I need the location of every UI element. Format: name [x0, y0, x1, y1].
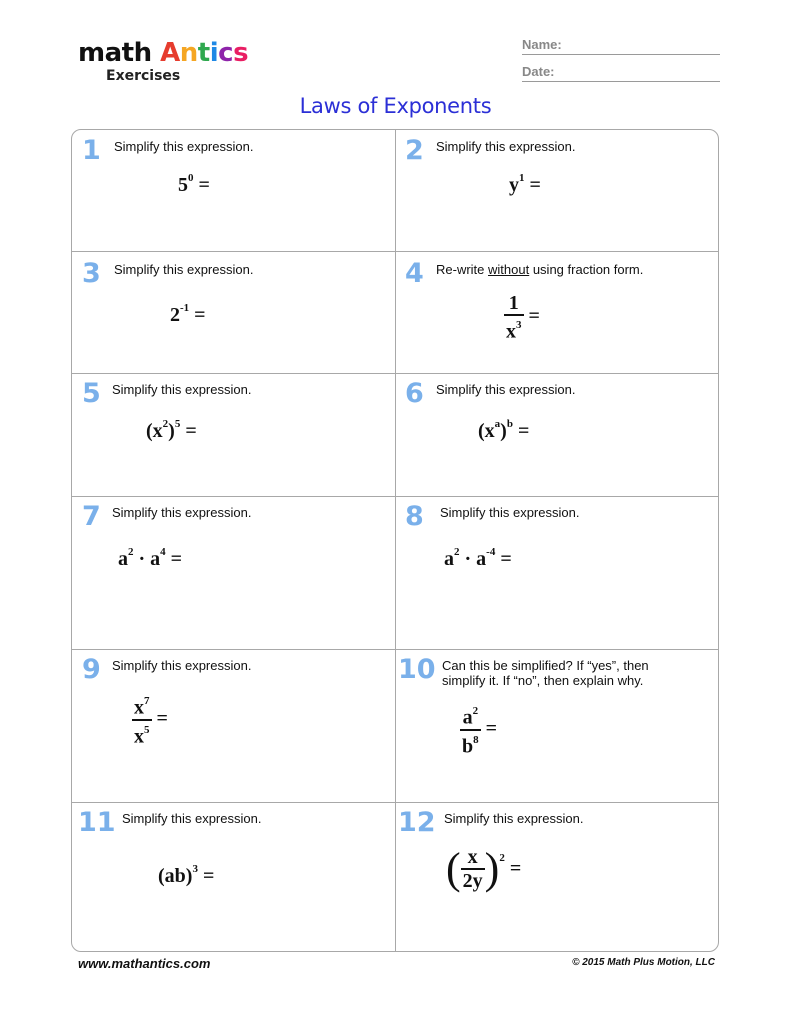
- problem-instruction: Simplify this expression.: [114, 139, 254, 154]
- expr-base: x: [152, 420, 163, 442]
- problem-expression: [444, 548, 512, 571]
- logo-letter: n: [179, 38, 198, 68]
- logo-letter: c: [218, 38, 234, 68]
- logo-subtitle: Exercises: [106, 68, 181, 84]
- equals-sign: =: [500, 548, 512, 570]
- problem-expression: [158, 865, 214, 888]
- equals-sign: =: [529, 174, 541, 196]
- expr-exponent: 0: [188, 172, 194, 185]
- expr-base: b: [462, 735, 474, 758]
- problem-instruction: [442, 658, 649, 688]
- fraction-denominator: [460, 731, 481, 758]
- expr-exponent: 1: [519, 172, 525, 185]
- equals-sign: =: [202, 865, 215, 887]
- expr-exponent: 2: [499, 852, 505, 864]
- problem-expression: [178, 174, 210, 197]
- expr-base: 2: [170, 304, 180, 326]
- date-field[interactable]: [522, 63, 720, 82]
- name-label: Name:: [522, 37, 562, 52]
- expr-outer-exponent: b: [506, 418, 513, 431]
- fraction-numerator: 1: [508, 292, 519, 314]
- expr-base: (ab): [158, 865, 193, 887]
- expr-exponent: 8: [473, 733, 479, 746]
- problem-instruction: Simplify this expression.: [122, 811, 262, 826]
- logo-wordmark: [78, 38, 249, 68]
- grid-divider: [72, 496, 718, 497]
- expr-exponent: 3: [192, 863, 198, 876]
- expr-exponent: 3: [516, 319, 522, 331]
- instruction-line: Can this be simplified? If “yes”, then: [442, 658, 649, 673]
- problem-expression: [509, 174, 541, 197]
- problem-expression: [446, 846, 521, 892]
- problem-expression: [504, 292, 540, 343]
- problem-expression: [460, 702, 497, 757]
- copyright-text: © 2015 Math Plus Motion, LLC: [572, 957, 715, 968]
- equals-sign: =: [517, 420, 530, 442]
- problem-number: 12: [398, 807, 436, 838]
- website-link[interactable]: www.mathantics.com: [78, 956, 211, 971]
- logo-letter: t: [197, 38, 210, 68]
- logo-letter: i: [209, 38, 219, 68]
- grid-divider: [72, 649, 718, 650]
- page-title: Laws of Exponents: [299, 94, 492, 118]
- expr-base: a: [118, 548, 128, 570]
- expr-exponent: 7: [144, 695, 150, 707]
- fraction-numerator: x: [467, 846, 478, 868]
- problem-expression: $(x^2)^5$ =: [146, 418, 197, 442]
- instruction-underlined: without: [488, 262, 530, 277]
- equals-sign: =: [156, 707, 168, 730]
- problem-instruction: Simplify this expression.: [436, 139, 576, 154]
- problem-number: 11: [78, 807, 116, 838]
- problem-instruction: Simplify this expression.: [112, 382, 252, 397]
- equals-sign: =: [185, 420, 197, 442]
- expr-exponent: a: [494, 418, 501, 431]
- equals-sign: =: [528, 304, 540, 327]
- expr-outer-exponent: 5: [174, 418, 181, 431]
- problem-number: 6: [405, 378, 424, 409]
- dot-operator: ·: [464, 548, 472, 570]
- date-label: Date:: [522, 64, 555, 79]
- logo-word-antics: [160, 38, 248, 68]
- problem-number: 2: [405, 135, 424, 166]
- expr-base: a: [476, 548, 487, 570]
- equals-sign: =: [485, 717, 498, 740]
- expr-base: x: [484, 420, 495, 442]
- expr-exponent: 2: [472, 705, 479, 717]
- expr-exponent: 2: [128, 546, 134, 559]
- problem-number: 10: [398, 654, 436, 685]
- problem-expression: $(x^a)^b$ =: [478, 418, 530, 442]
- grid-divider-vertical: [395, 130, 396, 951]
- dot-operator: ·: [138, 548, 146, 570]
- expr-base: 5: [178, 174, 188, 196]
- problem-expression: [118, 548, 182, 571]
- math-antics-logo: [78, 38, 249, 96]
- grid-divider: [72, 373, 718, 374]
- fraction-denominator: [132, 721, 152, 748]
- fraction-numerator: [132, 692, 152, 719]
- problem-number: 3: [82, 258, 101, 289]
- expr-base: y: [509, 174, 519, 196]
- grid-divider: [72, 251, 718, 252]
- instruction-text: using fraction form.: [529, 262, 644, 277]
- expr-exponent: 4: [160, 546, 166, 559]
- logo-word-math: math: [78, 38, 161, 68]
- logo-letter: s: [233, 38, 249, 68]
- expr-base: a: [150, 548, 161, 570]
- expr-base: a: [462, 706, 473, 729]
- problem-instruction: Simplify this expression.: [114, 262, 254, 277]
- fraction: [132, 692, 152, 747]
- problem-expression: [170, 304, 206, 327]
- instruction-text: Re-write: [436, 262, 489, 277]
- fraction: [461, 846, 485, 892]
- fraction-numerator: [460, 702, 481, 729]
- expr-exponent: 2: [162, 418, 169, 431]
- expr-exponent: 5: [144, 723, 150, 736]
- fraction: [504, 292, 524, 343]
- fraction: [460, 702, 481, 757]
- problem-instruction: [436, 262, 643, 277]
- equals-sign: =: [194, 304, 206, 326]
- grid-divider: [72, 802, 718, 803]
- expr-exponent: 2: [454, 546, 460, 559]
- problem-instruction: Simplify this expression.: [440, 505, 580, 520]
- open-paren: (: [446, 844, 461, 893]
- expr-exponent: -1: [180, 302, 190, 315]
- problem-instruction: Simplify this expression.: [112, 505, 252, 520]
- problem-instruction: Simplify this expression.: [436, 382, 576, 397]
- expr-base: x: [134, 696, 144, 719]
- instruction-line: simplify it. If “no”, then explain why.: [442, 673, 644, 688]
- problem-number: 5: [82, 378, 101, 409]
- problem-number: 8: [405, 501, 424, 532]
- equals-sign: =: [170, 548, 183, 570]
- problem-expression: [132, 692, 168, 747]
- name-field[interactable]: [522, 36, 720, 55]
- problem-number: 1: [82, 135, 101, 166]
- problem-instruction: Simplify this expression.: [444, 811, 584, 826]
- fraction-denominator: 2y: [462, 870, 483, 892]
- equals-sign: =: [198, 174, 210, 196]
- expr-exponent: -4: [486, 546, 496, 559]
- expr-base: x: [134, 725, 144, 748]
- problem-instruction: Simplify this expression.: [112, 658, 252, 673]
- problem-number: 4: [405, 258, 424, 289]
- fraction-denominator: [504, 316, 524, 343]
- problem-number: 7: [82, 501, 101, 532]
- expr-base: a: [444, 548, 454, 570]
- close-paren: ): [484, 844, 500, 893]
- logo-letter: A: [160, 38, 180, 68]
- problem-number: 9: [82, 654, 101, 685]
- equals-sign: =: [509, 857, 522, 880]
- expr-base: x: [506, 320, 516, 343]
- problem-grid: [71, 129, 719, 952]
